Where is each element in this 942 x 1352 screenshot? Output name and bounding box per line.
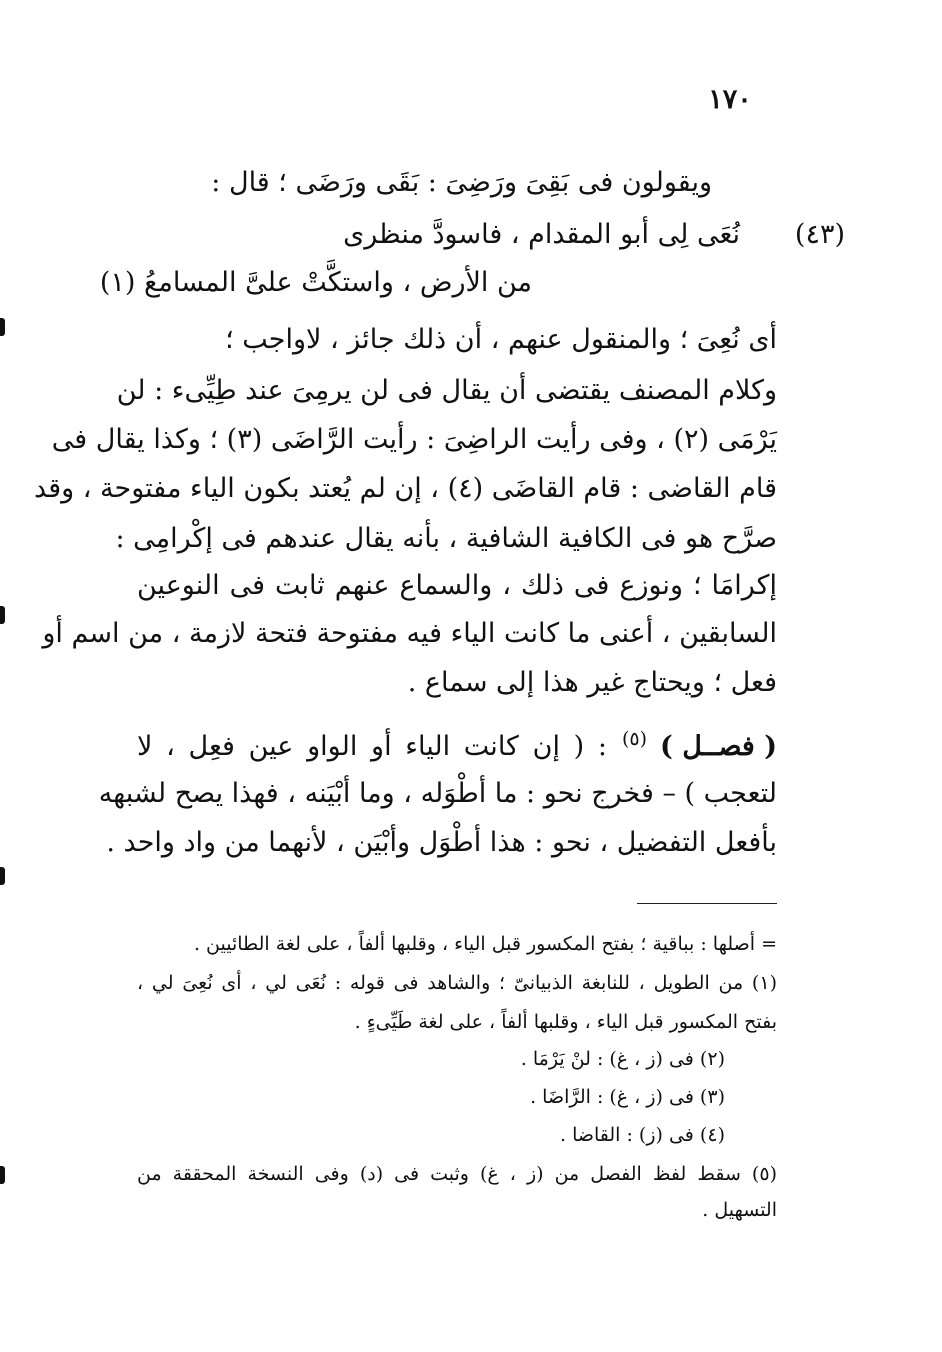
paragraph-line: إكرامَا ؛ ونوزع فى ذلك ، والسماع عنهم ثابت فى النوعين — [137, 570, 777, 601]
section-heading: ( فصــل ) — [660, 731, 777, 762]
section-line: بأفعل التفضيل ، نحو : هذا أطْوَل وأبْيَن ، لأنهما من واد واحد . — [106, 827, 777, 858]
paragraph-line: يَرْمَى (٢) ، وفى رأيت الراضِىَ : رأيت الرَّاضَى (٣) ؛ وكذا يقال فى — [51, 424, 777, 455]
paragraph-line: أى نُعِىَ ؛ والمنقول عنهم ، أن ذلك جائز ، لاواجب ؛ — [225, 324, 777, 355]
footnote-line: = أصلها : بباقية ؛ بفتح المكسور قبل الياء ، وقلبها ألفاً ، على لغة الطائيين . — [193, 933, 777, 955]
paragraph-line: صرَّح هو فى الكافية الشافية ، بأنه يقال عندهم فى إكْرامِى : — [115, 523, 777, 554]
verse-number: (٤٣) — [794, 219, 845, 250]
scan-edge-mark — [0, 318, 5, 336]
scan-edge-mark — [0, 867, 5, 885]
footnote-line: (١) من الطويل ، للنابغة الذبيانىّ ؛ والشاهد فى قوله : نُعَى لي ، أى نُعِىَ لي ، — [137, 972, 777, 994]
paragraph-line: السابقين ، أعنى ما كانت الياء فيه مفتوحة فتحة لازمة ، من اسم أو — [42, 618, 777, 649]
section-line: لتعجب ) – فخرج نحو : ما أطْوَله ، وما أبْيَنه ، فهذا يصح لشبهه — [98, 778, 777, 809]
verse-hemistich-1: نُعَى لِى أبو المقدام ، فاسودَّ منظرى — [343, 219, 740, 250]
footnote-line: (٢) فى (ز ، غ) : لنْ يَرْمَا . — [520, 1048, 725, 1070]
verse-intro: ويقولون فى بَقِىَ ورَضِىَ : بَقَى ورَضَى ؛ قال : — [211, 167, 712, 198]
footnote-line: (٣) فى (ز ، غ) : الرَّاضَا . — [530, 1086, 725, 1108]
paragraph-line: وكلام المصنف يقتضى أن يقال فى لن يرمِىَ عند طِيِّىء : لن — [116, 375, 777, 406]
footnote-line: التسهيل . — [702, 1199, 777, 1221]
page-number: ١٧٠ — [708, 84, 752, 115]
section-heading-note: (٥) — [621, 728, 647, 750]
footnote-line: بفتح المكسور قبل الياء ، وقلبها ألفاً ، على لغة طَيِّىءٍ . — [354, 1011, 777, 1033]
footnote-line: (٤) فى (ز) : القاضا . — [559, 1124, 725, 1146]
paragraph-line: فعل ؛ ويحتاج غير هذا إلى سماع . — [407, 667, 777, 698]
footnote-separator — [637, 903, 777, 904]
scan-edge-mark — [0, 1166, 5, 1184]
verse-hemistich-2: من الأرض ، واستكَّتْ علىَّ المسامعُ (١) — [99, 267, 532, 298]
footnote-line: (٥) سقط لفظ الفصل من (ز ، غ) وثبت فى (د) وفى النسخة المحققة من — [137, 1163, 777, 1185]
scan-edge-mark — [0, 606, 5, 624]
paragraph-line: قام القاضى : قام القاضَى (٤) ، إن لم يُعتد بكون الياء مفتوحة ، وقد — [34, 473, 777, 504]
section-line: : ( إن كانت الياء أو الواو عين فعِل ، لا — [137, 731, 607, 762]
